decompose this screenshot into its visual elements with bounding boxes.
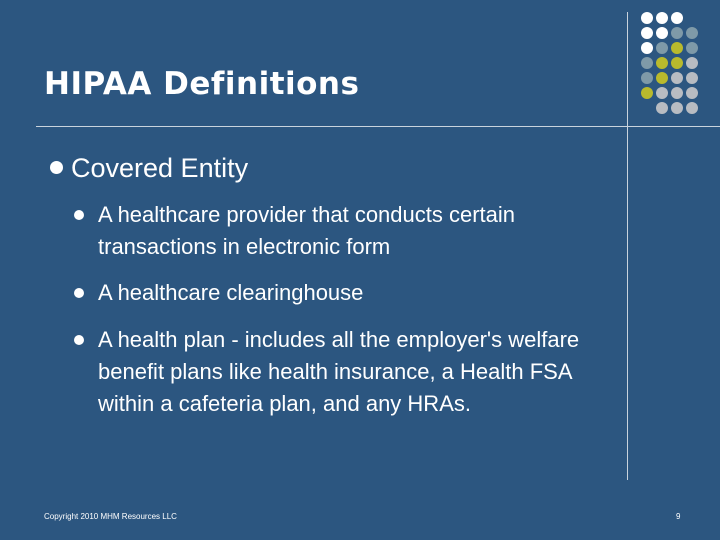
decorative-dot xyxy=(641,72,653,84)
decorative-dot xyxy=(671,72,683,84)
decorative-dot xyxy=(671,42,683,54)
decorative-dot xyxy=(656,102,668,114)
decorative-dot xyxy=(656,12,668,24)
sub-bullet-text: A health plan - includes all the employer's welfare benefit plans like health insurance, a Health FSA within a cafeteria plan, and any HRAs. xyxy=(98,327,580,416)
footer-page-number: 9 xyxy=(676,512,681,521)
decorative-dot xyxy=(671,102,683,114)
decorative-dot xyxy=(671,87,683,99)
decorative-dot-grid xyxy=(0,0,720,130)
bullet-dot-icon xyxy=(50,161,63,174)
bullet-dot-icon xyxy=(74,210,84,220)
decorative-dot xyxy=(686,87,698,99)
title-divider xyxy=(36,126,720,127)
decorative-dot xyxy=(641,87,653,99)
decorative-dot xyxy=(686,27,698,39)
sub-bullet-text: A healthcare provider that conducts certain transactions in electronic form xyxy=(98,202,516,259)
bullet-dot-icon xyxy=(74,288,84,298)
decorative-dot xyxy=(686,42,698,54)
decorative-dot xyxy=(656,42,668,54)
decorative-dot xyxy=(671,12,683,24)
decorative-dot xyxy=(686,57,698,69)
vertical-divider xyxy=(627,12,628,480)
decorative-dot xyxy=(686,102,698,114)
slide-title: HIPAA Definitions xyxy=(44,66,360,102)
bullet-covered-entity xyxy=(50,152,248,184)
decorative-dot xyxy=(641,42,653,54)
sub-bullet-text: A healthcare clearinghouse xyxy=(98,280,364,305)
decorative-dot xyxy=(656,72,668,84)
footer-copyright: Copyright 2010 MHM Resources LLC xyxy=(44,512,177,521)
decorative-dot xyxy=(671,27,683,39)
sub-bullet-healthcare-provider xyxy=(74,199,614,263)
sub-bullet-health-plan xyxy=(74,324,614,420)
decorative-dot xyxy=(656,27,668,39)
decorative-dot xyxy=(671,57,683,69)
decorative-dot xyxy=(656,87,668,99)
sub-bullet-clearinghouse xyxy=(74,277,614,309)
decorative-dot xyxy=(686,72,698,84)
decorative-dot xyxy=(656,57,668,69)
decorative-dot xyxy=(641,27,653,39)
decorative-dot xyxy=(641,57,653,69)
bullet-dot-icon xyxy=(74,335,84,345)
bullet-text: Covered Entity xyxy=(71,153,249,183)
decorative-dot xyxy=(641,12,653,24)
